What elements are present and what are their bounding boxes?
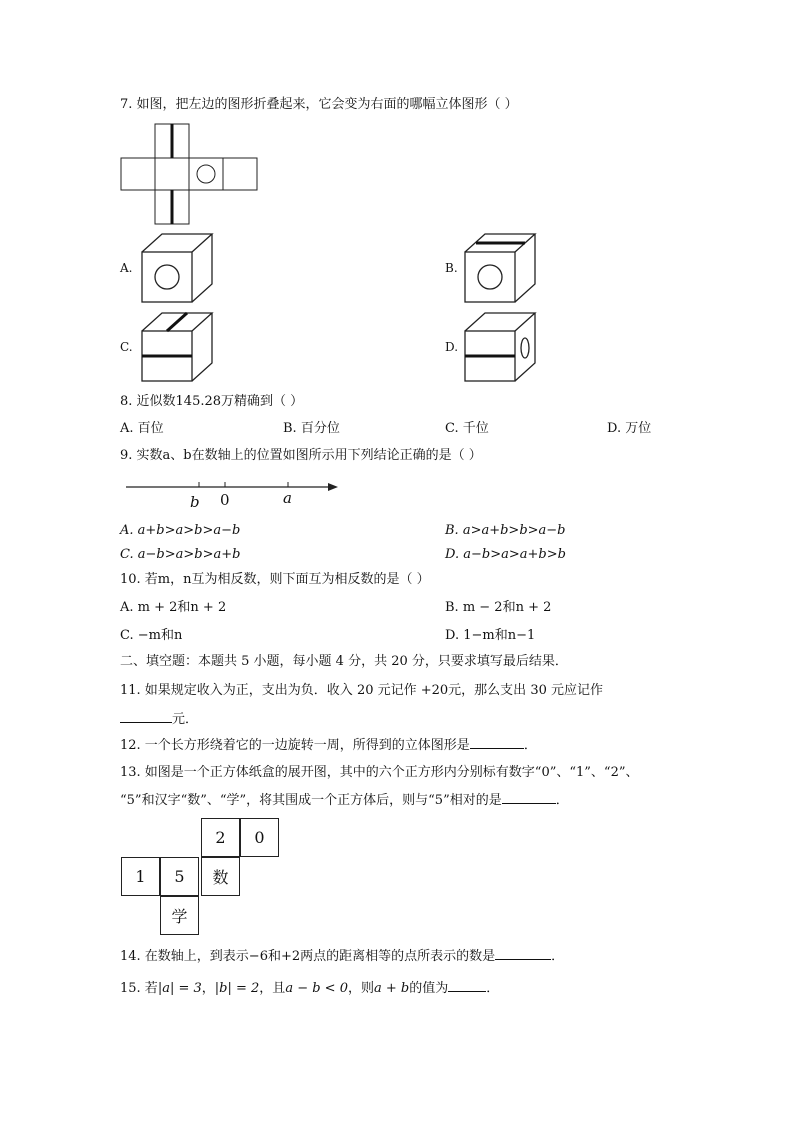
q15-abs-a: |a| = 3 (157, 981, 202, 996)
q10-option-c[interactable]: C. −m和n (120, 628, 183, 643)
net-cell-5: 5 (160, 857, 199, 896)
net-cell-2: 2 (201, 818, 240, 857)
q9-stem: 9. 实数a、b在数轴上的位置如图所示用下列结论正确的是（ ） (120, 448, 482, 463)
q14-line: 14. 在数轴上，到表示−6和+2两点的距离相等的点所表示的数是 ． (120, 949, 565, 964)
q8-option-b[interactable]: B. 百分位 (283, 421, 340, 436)
q15-expression: a + b (374, 981, 410, 996)
net-cell-0: 0 (240, 818, 279, 857)
q8-option-a[interactable]: A. 百位 (120, 421, 164, 436)
q13-line2: “5”和汉字“数”、“学”，将其围成一个正方体后，则与“5”相对的是 ． (120, 793, 569, 808)
q12-answer-blank[interactable] (470, 736, 524, 749)
q10-option-d[interactable]: D. 1−m和n−1 (445, 628, 536, 643)
q9-option-a[interactable]: A. a+b>a>b>a−b (120, 523, 241, 538)
q15-line: 15. 若|a| = 3，|b| = 2，且a − b < 0，则a + b的值为 ． (120, 981, 500, 996)
q15-condition: a − b < 0 (285, 981, 348, 996)
net-cell-1: 1 (121, 857, 160, 896)
q7-option-c-label: C. (120, 340, 133, 354)
q11-line1: 11. 如果规定收入为正，支出为负．收入 20 元记作 +20元，那么支出 30 元应记作 (120, 683, 603, 698)
net-cell-xue: 学 (160, 896, 199, 935)
q9-axis-label-a: a (283, 489, 292, 507)
q15-answer-blank[interactable] (448, 979, 486, 992)
q11-answer-blank[interactable] (120, 710, 172, 723)
q8-option-d[interactable]: D. 万位 (607, 421, 652, 436)
q9-option-d[interactable]: D. a−b>a>a+b>b (445, 547, 566, 562)
q10-option-a[interactable]: A. m + 2和n + 2 (120, 600, 227, 615)
q7-cube-c[interactable] (140, 311, 215, 383)
q10-stem: 10. 若m，n互为相反数，则下面互为相反数的是（ ） (120, 572, 430, 587)
section-2-heading: 二、填空题：本题共 5 小题，每小题 4 分，共 20 分，只要求填写最后结果． (120, 654, 568, 669)
q15-abs-b: |b| = 2 (214, 981, 260, 996)
q11-line2: 元． (120, 710, 198, 729)
q8-stem: 8. 近似数145.28万精确到（ ） (120, 394, 304, 409)
q13-line1: 13. 如图是一个正方体纸盒的展开图，其中的六个正方形内分别标有数字“0”、“1”、“2”、 (120, 765, 639, 780)
q7-cube-d[interactable] (463, 311, 538, 383)
q8-option-c[interactable]: C. 千位 (445, 421, 489, 436)
q9-number-line (124, 478, 342, 492)
q9-axis-label-zero: 0 (220, 491, 230, 509)
q7-option-d-label: D. (445, 340, 459, 354)
q7-cube-b[interactable] (463, 232, 538, 304)
q13-answer-blank[interactable] (502, 791, 556, 804)
q7-stem: 7. 如图，把左边的图形折叠起来，它会变为右面的哪幅立体图形（ ） (120, 97, 518, 112)
q9-option-b[interactable]: B. a>a+b>b>a−b (445, 523, 566, 538)
net-cell-shu: 数 (201, 857, 240, 896)
q10-option-b[interactable]: B. m − 2和n + 2 (445, 600, 552, 615)
q9-option-c[interactable]: C. a−b>a>b>a+b (120, 547, 241, 562)
q7-option-a-label: A. (120, 261, 133, 275)
q9-axis-label-b: b (190, 493, 200, 511)
q12-line: 12. 一个长方形绕着它的一边旋转一周，所得到的立体图形是 ． (120, 738, 537, 753)
q7-unfolded-net (118, 121, 260, 227)
q7-cube-a[interactable] (140, 232, 215, 304)
q7-option-b-label: B. (445, 261, 458, 275)
q14-answer-blank[interactable] (495, 947, 551, 960)
